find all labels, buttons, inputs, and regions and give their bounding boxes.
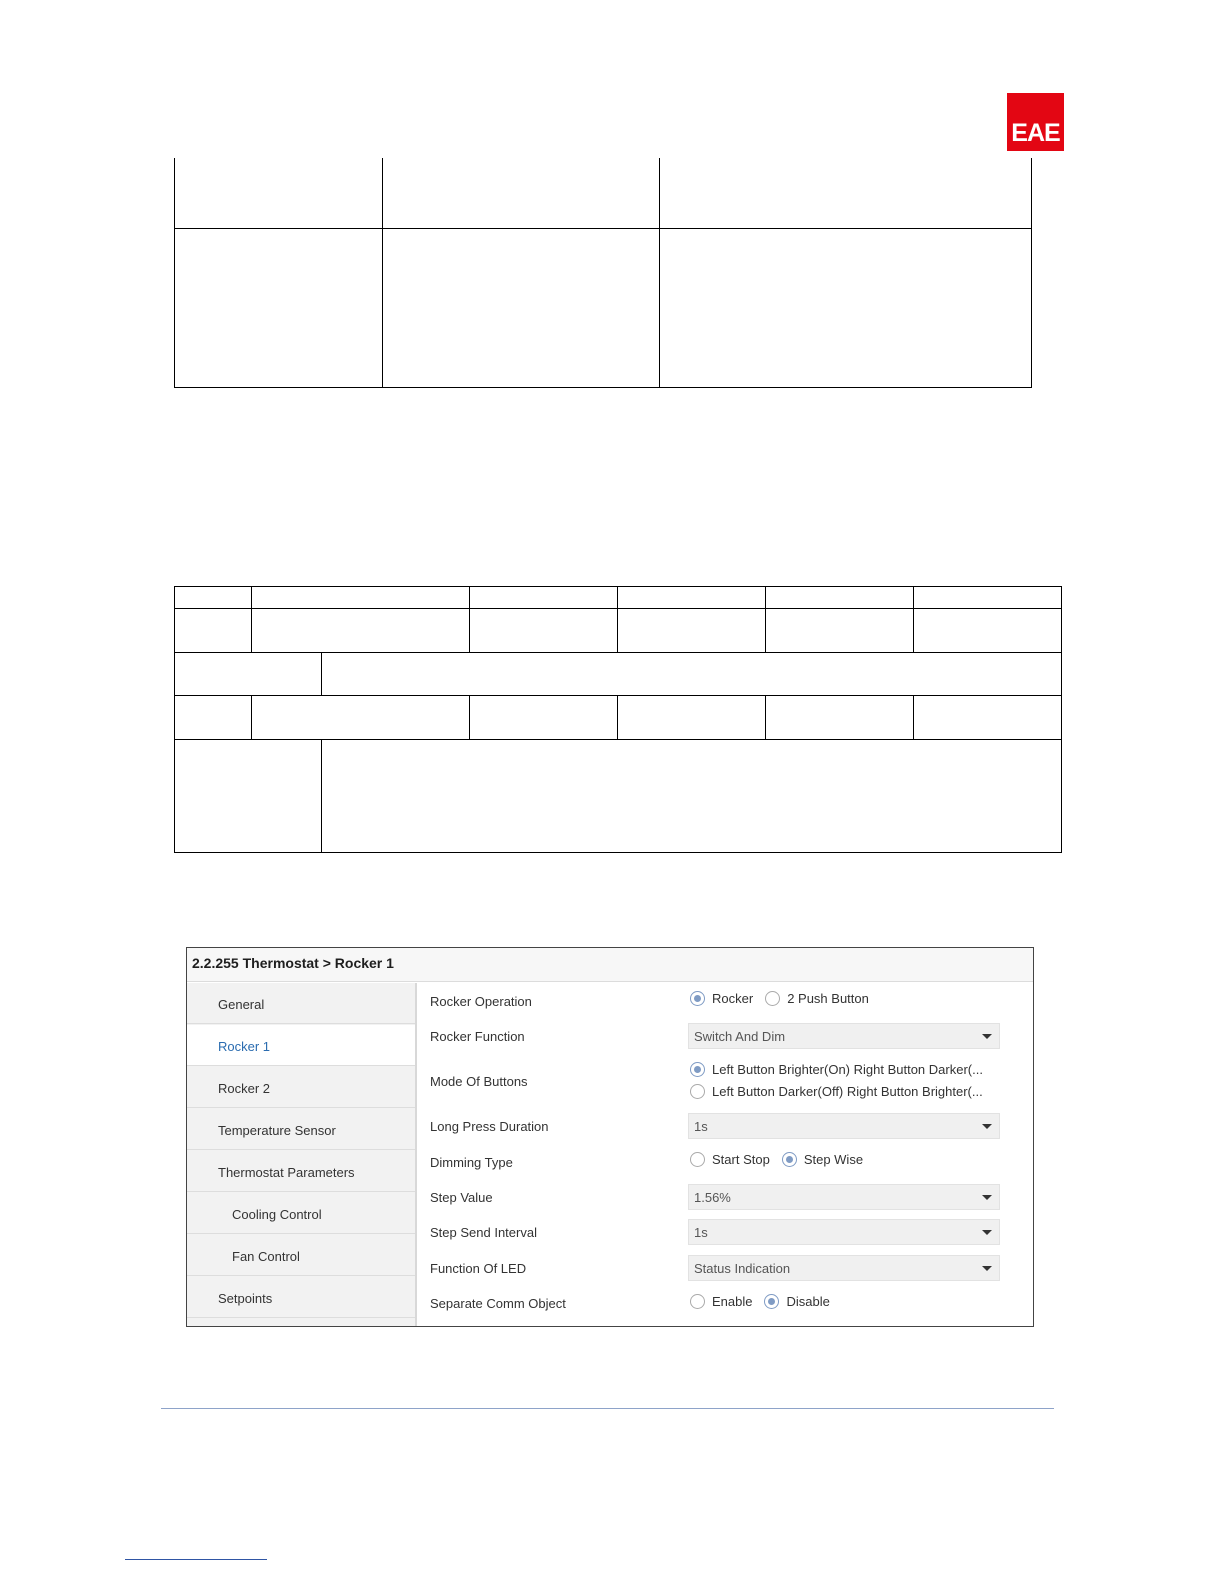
radio-disable[interactable] xyxy=(764,1294,779,1309)
function-of-led-label: Function Of LED xyxy=(430,1261,527,1276)
chevron-down-icon xyxy=(982,1230,992,1235)
footer-link-underline[interactable] xyxy=(125,1559,267,1560)
radio-label: 2 Push Button xyxy=(787,991,869,1006)
radio-enable[interactable] xyxy=(690,1294,705,1309)
step-value-label: Step Value xyxy=(430,1190,493,1205)
nav-item-setpoints[interactable] xyxy=(187,1277,415,1318)
long-press-duration-dropdown[interactable] xyxy=(688,1113,1000,1139)
nav-item-label: Thermostat Parameters xyxy=(218,1165,355,1180)
nav-item-fan-control[interactable] xyxy=(187,1235,415,1276)
table-1-divider-1 xyxy=(382,158,383,388)
eae-logo xyxy=(1007,93,1064,151)
table-2-col-line xyxy=(321,739,322,852)
nav-item-label: Rocker 2 xyxy=(218,1081,271,1096)
radio-left-darker[interactable] xyxy=(690,1084,705,1099)
mode-of-buttons-option-1 xyxy=(690,1062,995,1077)
radio-rocker[interactable] xyxy=(690,991,705,1006)
table-1-row-divider xyxy=(174,228,1032,229)
chevron-down-icon xyxy=(982,1266,992,1271)
table-1-border-left xyxy=(174,158,175,388)
step-send-interval-dropdown[interactable] xyxy=(688,1219,1000,1245)
step-send-interval-label: Step Send Interval xyxy=(430,1225,537,1240)
nav-item-general[interactable] xyxy=(187,983,415,1024)
radio-label: Enable xyxy=(712,1294,753,1309)
radio-label: Left Button Darker(Off) Right Button Brighter(... xyxy=(712,1084,983,1099)
parameter-dialog xyxy=(186,947,1034,1327)
table-2-col-line xyxy=(617,586,618,652)
dialog-title: 2.2.255 Thermostat > Rocker 1 xyxy=(187,948,1033,982)
footer-rule xyxy=(161,1408,1054,1409)
table-2-col-line xyxy=(765,586,766,652)
dimming-type-radio-group xyxy=(690,1152,875,1167)
table-2-row-line xyxy=(174,652,1062,653)
table-1-border-right xyxy=(1031,158,1032,388)
nav-item-label: General xyxy=(218,997,265,1012)
nav-item-rocker-2[interactable] xyxy=(187,1067,415,1108)
rocker-operation-radio-group xyxy=(690,991,881,1006)
nav-item-label: Cooling Control xyxy=(232,1207,322,1222)
table-1-border-bottom xyxy=(174,387,1032,388)
rocker-function-dropdown[interactable] xyxy=(688,1023,1000,1049)
radio-2-push-button[interactable] xyxy=(765,991,780,1006)
table-2-col-line xyxy=(913,695,914,739)
logo-text: EAE xyxy=(1011,119,1060,147)
table-2-col-line xyxy=(321,652,322,695)
table-2-row-line xyxy=(174,739,1062,740)
separate-comm-object-label: Separate Comm Object xyxy=(430,1296,566,1311)
separate-comm-object-radio-group xyxy=(690,1294,842,1309)
dropdown-value: 1s xyxy=(694,1119,708,1134)
dropdown-value: Status Indication xyxy=(694,1261,791,1276)
nav-item-rocker-1[interactable] xyxy=(187,1025,415,1066)
dimming-type-label: Dimming Type xyxy=(430,1155,513,1170)
nav-item-label: Rocker 1 xyxy=(218,1039,271,1054)
table-1-divider-2 xyxy=(659,158,660,388)
table-2-row-line xyxy=(174,695,1062,696)
nav-item-label: Setpoints xyxy=(218,1291,273,1306)
nav-item-label: Temperature Sensor xyxy=(218,1123,336,1138)
radio-step-wise[interactable] xyxy=(782,1152,797,1167)
rocker-function-label: Rocker Function xyxy=(430,1029,525,1044)
function-of-led-dropdown[interactable] xyxy=(688,1255,1000,1281)
nav-item-label: Fan Control xyxy=(232,1249,300,1264)
rocker-operation-label: Rocker Operation xyxy=(430,994,532,1009)
table-2-col-line xyxy=(251,695,252,739)
dropdown-value: 1s xyxy=(694,1225,708,1240)
table-2-col-line xyxy=(469,586,470,652)
step-value-dropdown[interactable] xyxy=(688,1184,1000,1210)
table-2-col-line xyxy=(913,586,914,652)
table-2-col-line xyxy=(469,695,470,739)
mode-of-buttons-option-2 xyxy=(690,1084,995,1099)
table-2-row-line xyxy=(174,608,1062,609)
nav-item-cooling-control[interactable] xyxy=(187,1193,415,1234)
nav-item-temperature-sensor[interactable] xyxy=(187,1109,415,1150)
table-2-border-left xyxy=(174,586,175,853)
mode-of-buttons-label: Mode Of Buttons xyxy=(430,1074,528,1089)
radio-label: Rocker xyxy=(712,991,754,1006)
table-2-col-line xyxy=(617,695,618,739)
dropdown-value: 1.56% xyxy=(694,1190,731,1205)
radio-label: Start Stop xyxy=(712,1152,770,1167)
long-press-duration-label: Long Press Duration xyxy=(430,1119,549,1134)
radio-label: Disable xyxy=(786,1294,830,1309)
table-2-border-right xyxy=(1061,586,1062,853)
chevron-down-icon xyxy=(982,1195,992,1200)
radio-label: Step Wise xyxy=(803,1152,864,1167)
table-2-col-line xyxy=(251,586,252,652)
chevron-down-icon xyxy=(982,1124,992,1129)
parameter-nav xyxy=(187,983,417,1327)
radio-left-brighter[interactable] xyxy=(690,1062,705,1077)
table-2-border-bottom xyxy=(174,852,1062,853)
radio-label: Left Button Brighter(On) Right Button Darker(... xyxy=(712,1062,983,1077)
radio-start-stop[interactable] xyxy=(690,1152,705,1167)
dropdown-value: Switch And Dim xyxy=(694,1029,786,1044)
chevron-down-icon xyxy=(982,1034,992,1039)
table-2-col-line xyxy=(765,695,766,739)
nav-item-thermostat-parameters[interactable] xyxy=(187,1151,415,1192)
table-2-border-top xyxy=(174,586,1062,587)
